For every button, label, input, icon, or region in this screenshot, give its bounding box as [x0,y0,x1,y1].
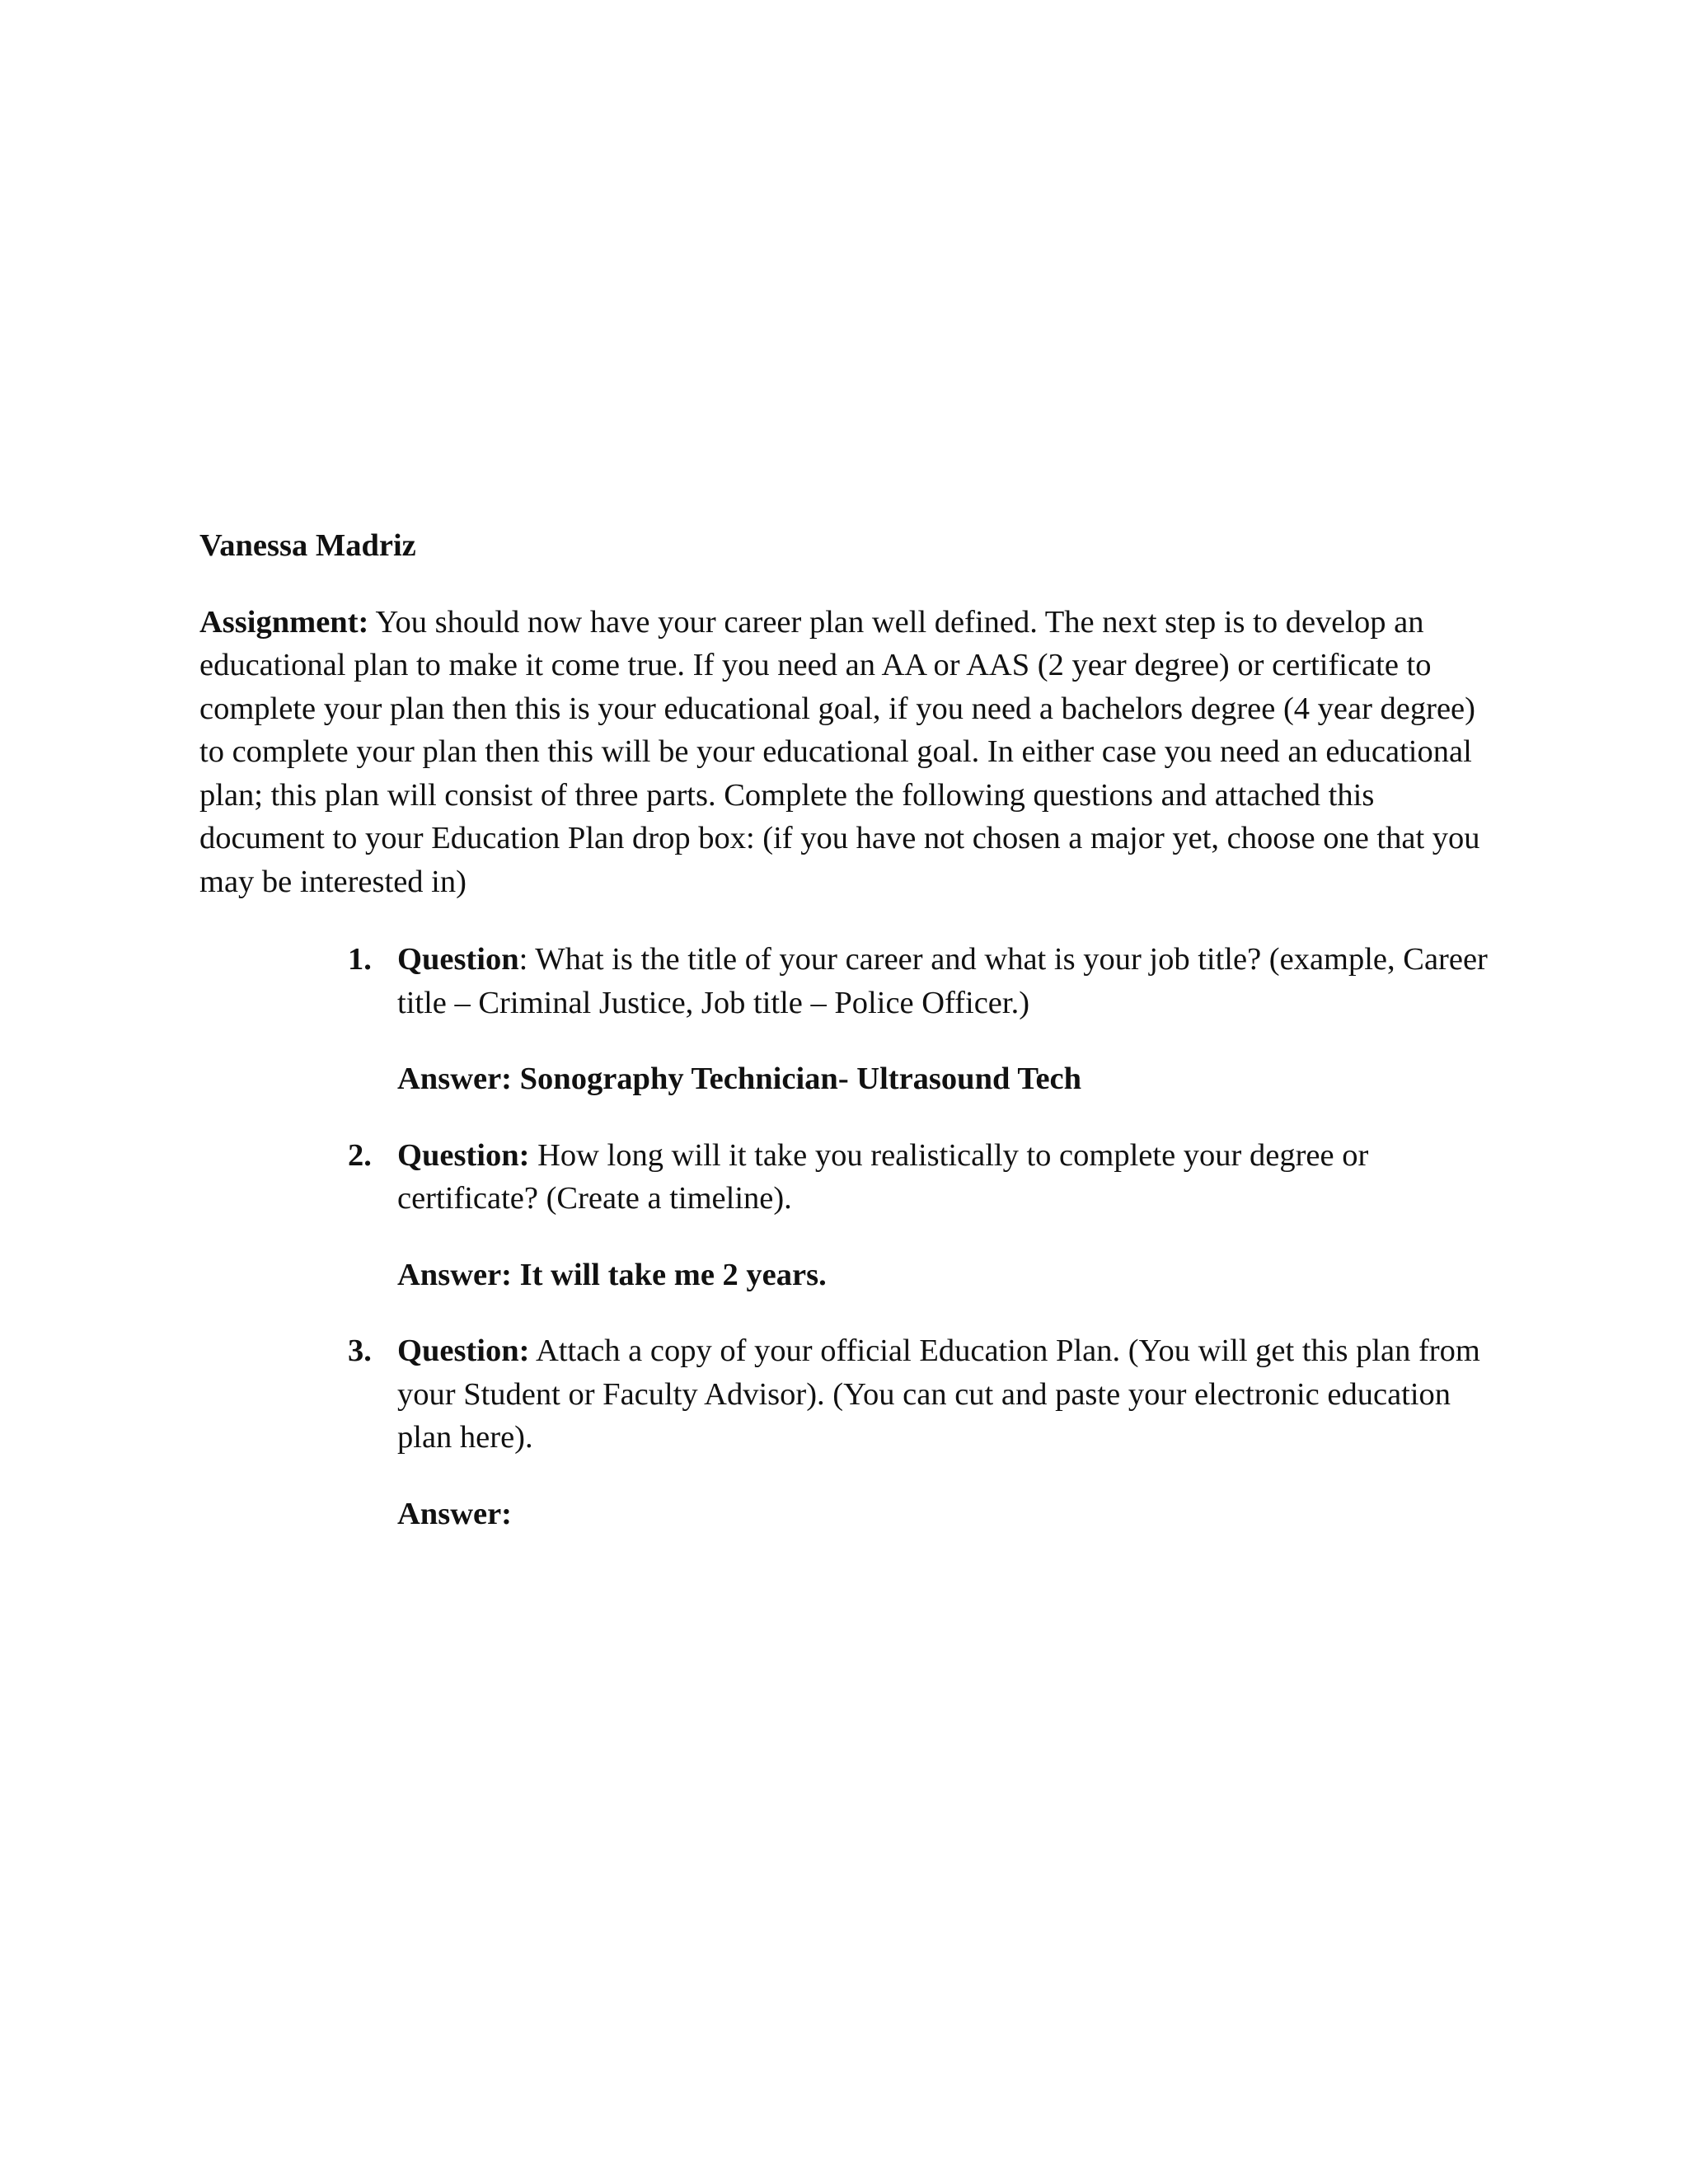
answer-text: Answer: It will take me 2 years. [397,1257,827,1292]
answer-text: Answer: Sonography Technician- Ultrasound Tech [397,1062,1082,1096]
question-body: : What is the title of your career and what is your job title? (example, Career title – Criminal Justice, Job title – Police Officer.) [397,942,1488,1020]
question-number: 1. [348,942,372,977]
question-text [397,938,1502,1024]
assignment-label: Assignment: [199,604,369,640]
question-number: 2. [348,1137,372,1173]
question-text [397,1134,1502,1221]
author-name: Vanessa Madriz [199,528,416,563]
question-body: Attach a copy of your official Education Plan. (You will get this plan from your Student or Faculty Advisor). (You can cut and paste your electronic education plan here). [397,1333,1480,1455]
answer-text: Answer: [397,1496,512,1531]
question-item-1 [348,938,1502,1101]
question-item-3 [348,1329,1502,1535]
document-body [199,524,1502,1568]
question-item-2 [348,1134,1502,1297]
question-body: How long will it take you realistically to complete your degree or certificate? (Create a timeline). [397,1137,1369,1216]
assignment-text: You should now have your career plan well defined. The next step is to develop an educational plan to make it come true. If you need an AA or AAS (2 year degree) or certificate to complete your plan then this is your educational goal, if you need a bachelors degree (4 year degree) to complete your plan then this will be your educational goal. In either case you need an educational plan; this plan will consist of three parts. Complete the following questions and attached this document to your Education Plan drop box: (if you have not chosen a major yet, choose one that you may be interested in) [199,604,1480,899]
question-number: 3. [348,1333,372,1368]
question-label: Question [397,942,519,977]
question-label: Question: [397,1333,530,1368]
question-list [199,938,1502,1535]
question-text [397,1329,1502,1460]
assignment-paragraph [199,601,1502,904]
question-label: Question: [397,1137,530,1173]
